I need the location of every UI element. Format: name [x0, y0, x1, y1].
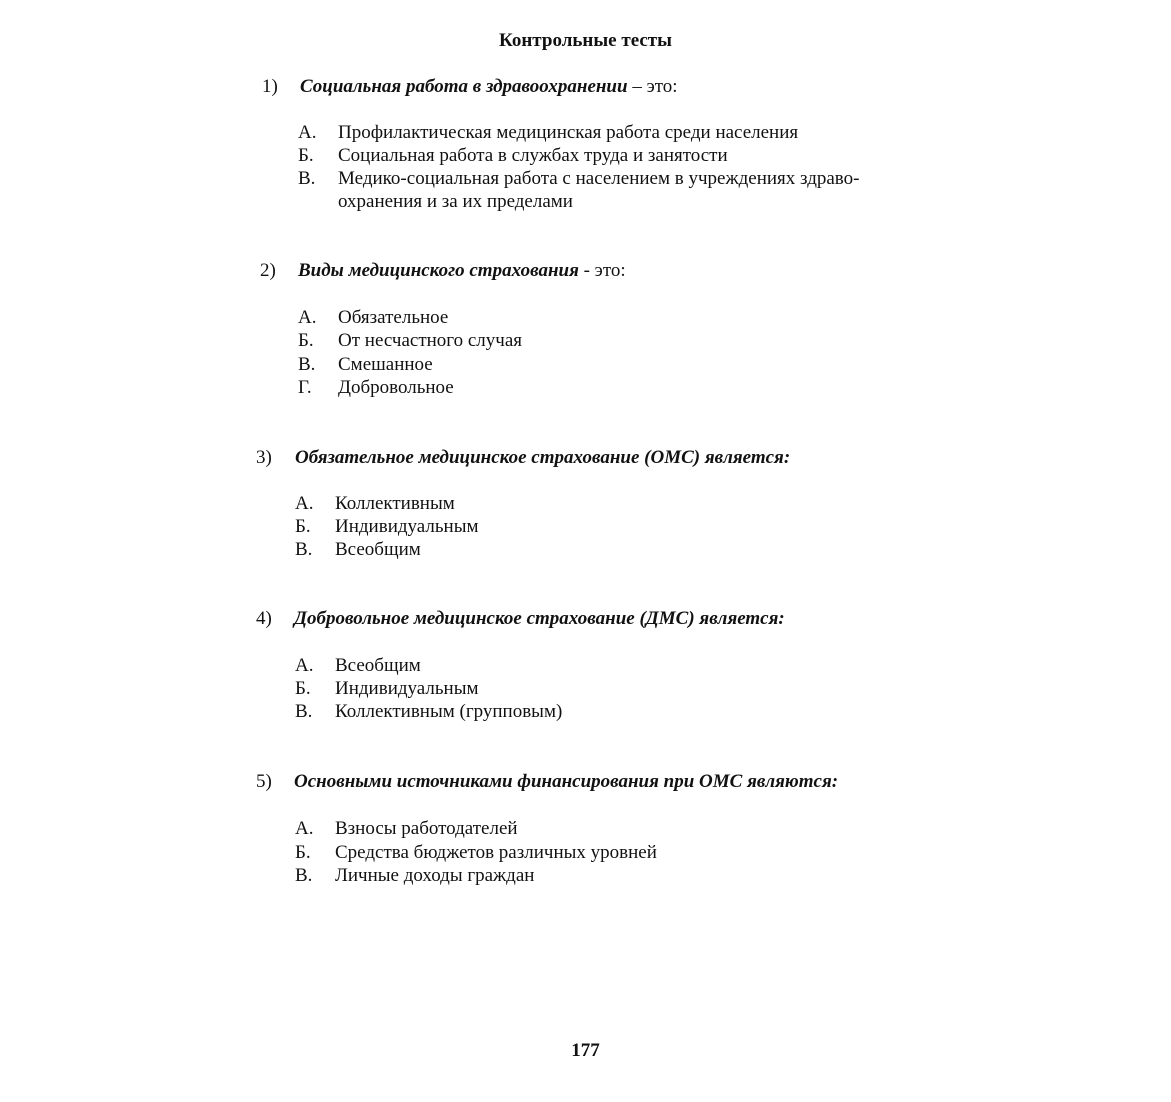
- option-letter: В.: [298, 354, 316, 375]
- option-letter: В.: [295, 539, 313, 560]
- option-text: От несчастного случая: [338, 330, 523, 351]
- question-text: Обязательное медицинское страхование (ОМС) является:: [295, 447, 791, 468]
- question-number: 3): [256, 447, 272, 468]
- option-text: Коллективным: [335, 493, 455, 514]
- page-title: Контрольные тесты: [499, 30, 672, 51]
- option-text: Всеобщим: [335, 539, 421, 560]
- question-text: Виды медицинского страхования - это:: [298, 260, 626, 281]
- question-text: Социальная работа в здравоохранении – это:: [300, 76, 678, 97]
- question-number: 2): [260, 260, 276, 281]
- option-text: Медико-социальная работа с населением в учреждениях здраво-: [338, 168, 860, 189]
- option-text: Социальная работа в службах труда и занятости: [338, 145, 728, 166]
- question-number: 4): [256, 608, 272, 629]
- option-letter: В.: [295, 865, 313, 886]
- option-text: Профилактическая медицинская работа среди населения: [338, 122, 799, 143]
- option-text: Обязательное: [338, 307, 449, 328]
- option-letter: Б.: [295, 842, 311, 863]
- option-letter: В.: [295, 701, 313, 722]
- option-letter: А.: [295, 493, 314, 514]
- question-number: 5): [256, 771, 272, 792]
- option-letter: В.: [298, 168, 316, 189]
- option-letter: Б.: [298, 145, 314, 166]
- option-text: Добровольное: [338, 377, 454, 398]
- question-tail: - это:: [578, 260, 626, 281]
- option-letter: А.: [298, 122, 317, 143]
- option-letter: Б.: [295, 678, 311, 699]
- option-letter: А.: [295, 818, 314, 839]
- page-number: 177: [571, 1040, 600, 1061]
- question-tail: – это:: [627, 76, 678, 97]
- option-letter: Г.: [298, 377, 312, 398]
- option-text: Взносы работодателей: [335, 818, 518, 839]
- option-letter: А.: [298, 307, 317, 328]
- question-number: 1): [262, 76, 278, 97]
- option-text: Коллективным (групповым): [335, 701, 563, 722]
- option-text: Смешанное: [338, 354, 433, 375]
- option-text: Индивидуальным: [335, 678, 479, 699]
- option-letter: Б.: [298, 330, 314, 351]
- option-letter: Б.: [295, 516, 311, 537]
- option-text-continued: охранения и за их пределами: [338, 191, 573, 212]
- question-text: Основными источниками финансирования при ОМС являются:: [294, 771, 839, 792]
- option-text: Личные доходы граждан: [335, 865, 535, 886]
- question-text: Добровольное медицинское страхование (ДМС) является:: [294, 608, 785, 629]
- option-letter: А.: [295, 655, 314, 676]
- option-text: Средства бюджетов различных уровней: [335, 842, 657, 863]
- option-text: Индивидуальным: [335, 516, 479, 537]
- option-text: Всеобщим: [335, 655, 421, 676]
